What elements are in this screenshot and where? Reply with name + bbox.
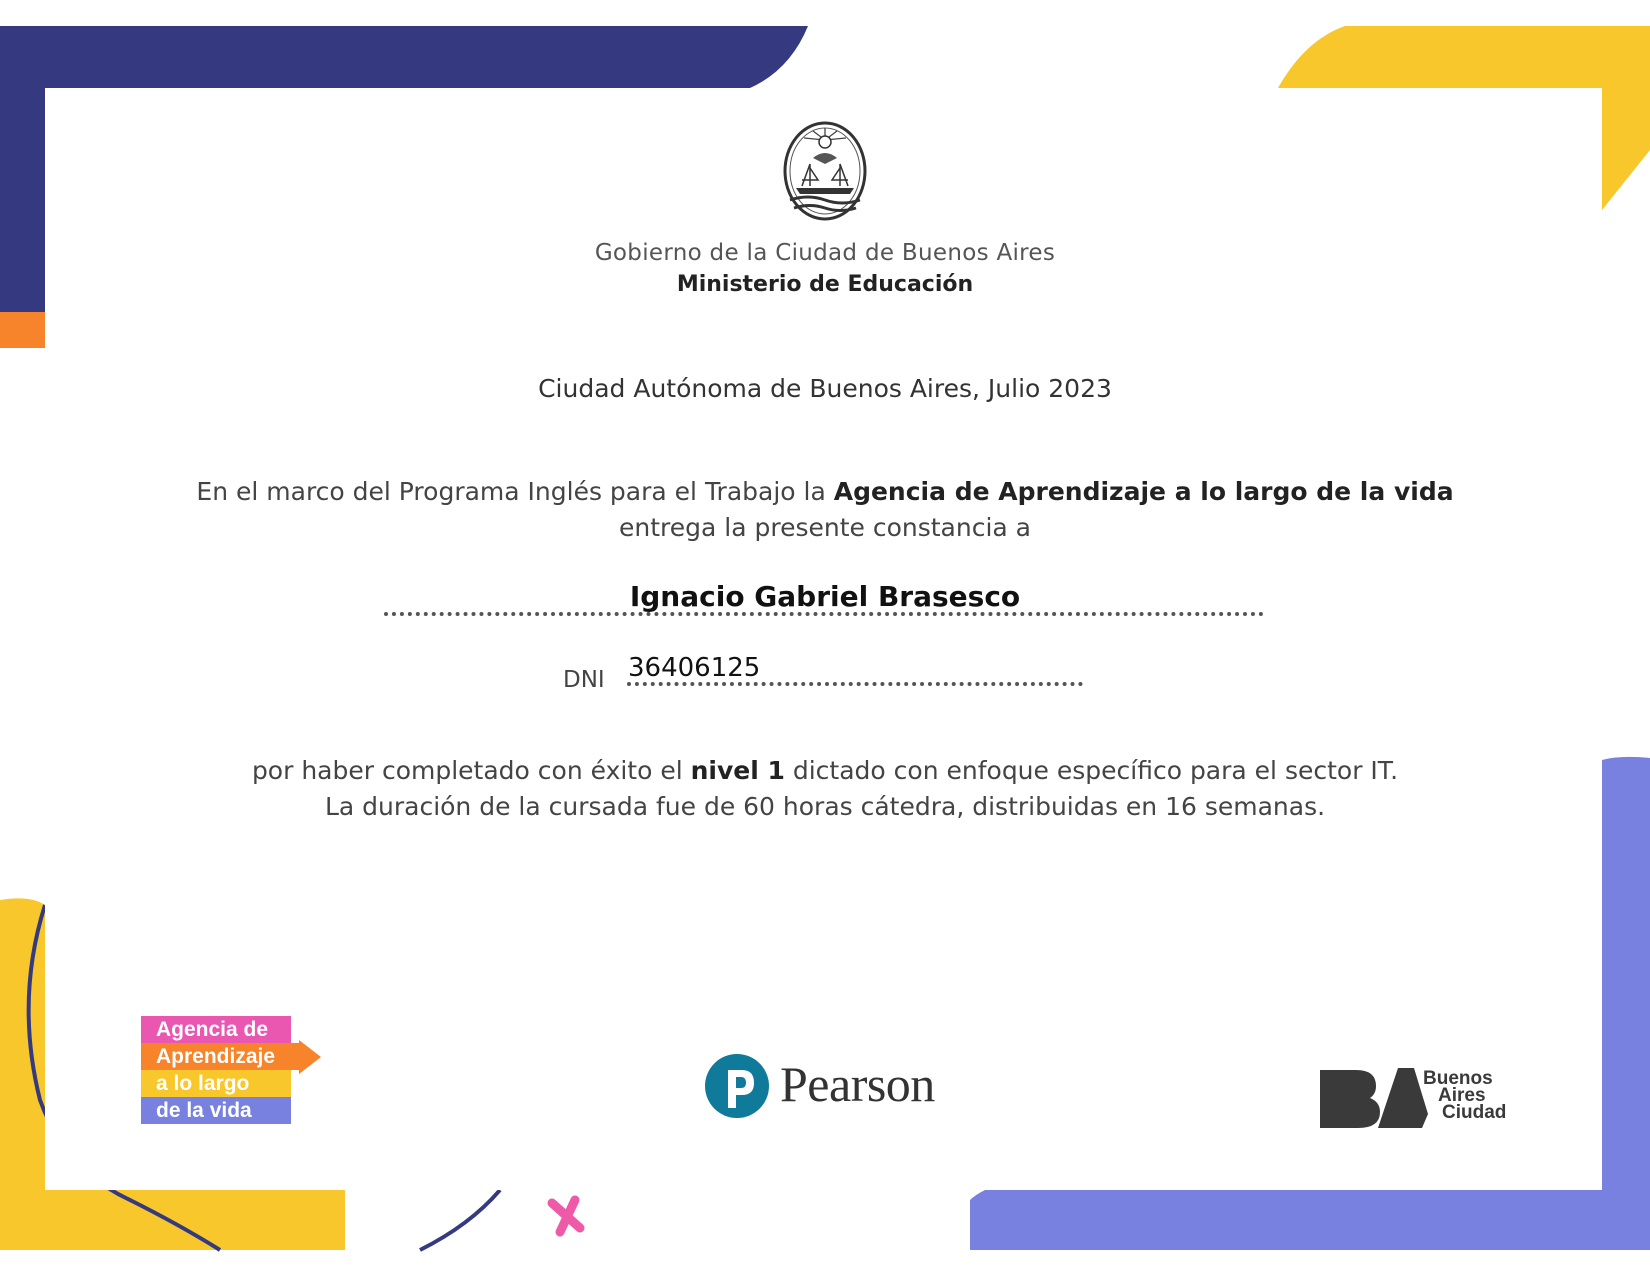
completion-prefix: por haber completado con éxito el [251,756,691,785]
ba-word-3: Ciudad [1442,1102,1507,1123]
recipient-name: Ignacio Gabriel Brasesco [629,580,1021,613]
intro-line-1 [0,477,1650,506]
pearson-icon [704,1050,770,1122]
dni-dotted-line [627,682,1083,686]
pearson-wordmark: Pearson [780,1056,935,1112]
agency-name: Agencia de Aprendizaje a lo largo de la vida [833,477,1454,506]
completion-suffix: dictado con enfoque específico para el sector IT. [784,756,1399,785]
completion-line-2: La duración de la cursada fue de 60 horas cátedra, distribuidas en 16 semanas. [324,792,1326,821]
agencia-logo-line-2: Aprendizaje [141,1043,301,1070]
ba-word-2: Aires [1438,1085,1486,1106]
recipient-dotted-line [384,612,1264,616]
agencia-logo-line-3: a lo largo [141,1070,291,1097]
level: nivel 1 [690,756,785,785]
coat-of-arms-icon [780,120,870,222]
agencia-logo-line-1: Agencia de [141,1016,291,1043]
intro-prefix: En el marco del Programa Inglés para el Trabajo la [196,477,834,506]
dni-label: DNI [563,667,605,693]
completion-line-1 [0,756,1650,785]
intro-line-2: entrega la presente constancia a [619,513,1031,542]
dni-value: 36406125 [628,653,761,683]
issuer-ministry: Ministerio de Educación [676,272,974,297]
agencia-arrow-icon [299,1040,321,1074]
agencia-logo-line-4: de la vida [141,1097,291,1124]
ba-logo-icon [1318,1062,1428,1132]
issuer-government: Gobierno de la Ciudad de Buenos Aires [594,240,1056,266]
date-location: Ciudad Autónoma de Buenos Aires, Julio 2023 [538,374,1112,403]
ba-wordmark [1418,1068,1507,1123]
ba-word-1: Buenos [1423,1068,1493,1089]
agencia-logo [141,1016,321,1130]
